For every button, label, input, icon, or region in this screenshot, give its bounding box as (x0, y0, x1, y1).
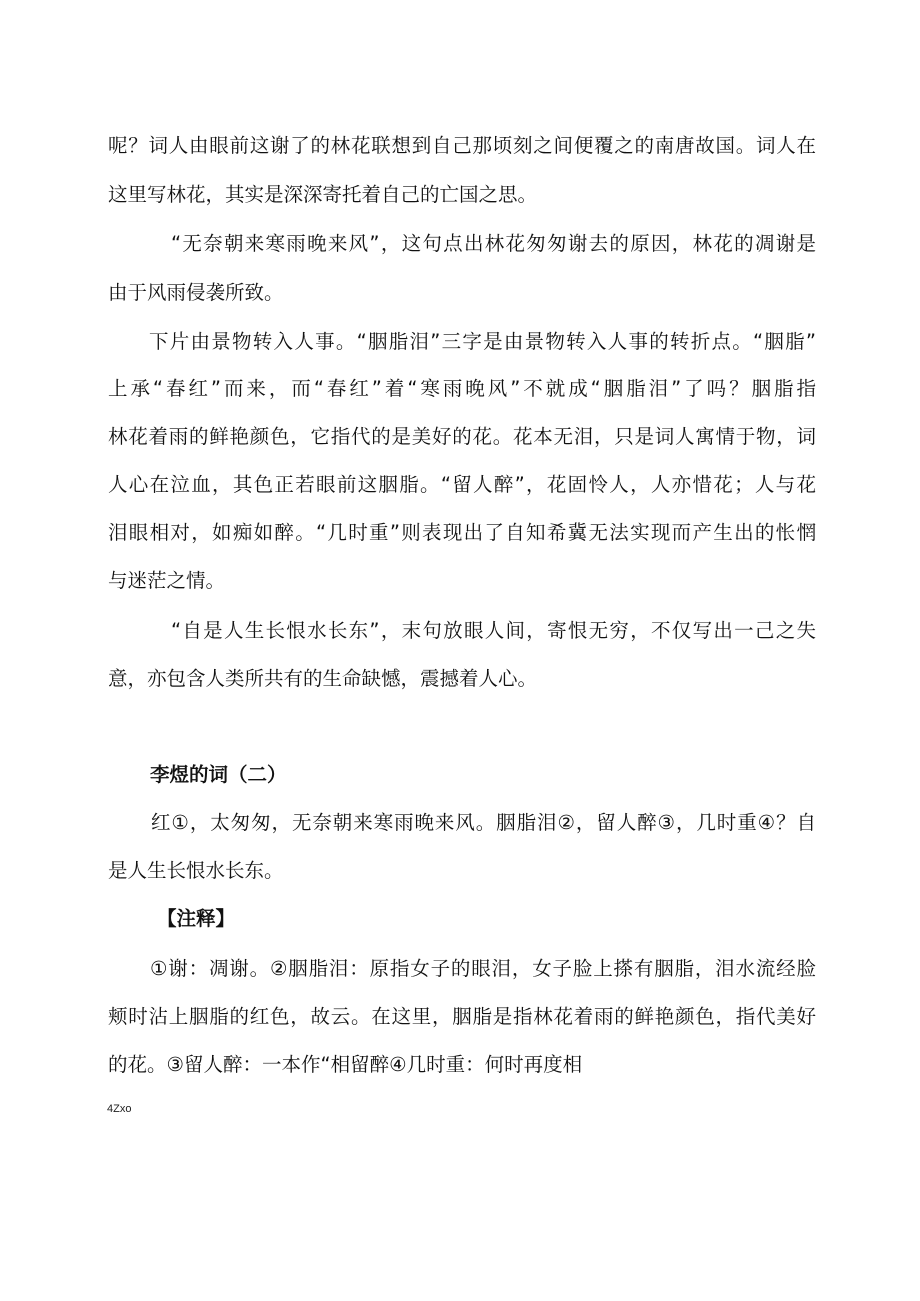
notes-title: 【注释】 (157, 907, 236, 930)
paragraph-2-line-1: “无奈朝来寒雨晚来风”，这句点出林花匆匆谢去的原因，林花的凋谢是 (171, 232, 816, 255)
poem-line-2: 是人生长恨水长东。 (108, 859, 284, 882)
paragraph-3-line-1: 下片由景物转入人事。“胭脂泪”三字是由景物转入人事的转折点。“胭脂” (149, 330, 816, 353)
footer-mark: 4Zxo (107, 1103, 132, 1115)
notes-line-1: ①谢：凋谢。②胭脂泪：原指女子的眼泪，女子脸上搽有胭脂，泪水流经脸 (150, 957, 816, 980)
paragraph-3-line-2: 上承“春红”而来，而“春红”着“寒雨晚风”不就成“胭脂泪”了吗？胭脂指 (108, 377, 816, 400)
paragraph-1-line-2: 这里写林花，其实是深深寄托着自己的亡国之思。 (108, 183, 538, 206)
paragraph-3-line-3: 林花着雨的鲜艳颜色，它指代的是美好的花。花本无泪，只是词人寓情于物，词 (108, 425, 816, 448)
poem-line-1: 红①，太匆匆，无奈朝来寒雨晚来风。胭脂泪②，留人醉③，几时重④？自 (151, 811, 816, 834)
notes-line-3: 的花。③留人醉：一本作“相留醉④几时重：何时再度相 (108, 1053, 583, 1076)
paragraph-2-line-2: 由于风雨侵袭所致。 (108, 281, 284, 304)
section-title: 李煜的词（二） (150, 763, 287, 786)
paragraph-4-line-2: 意，亦包含人类所共有的生命缺憾，震撼着人心。 (108, 667, 538, 690)
paragraph-3-line-4: 人心在泣血，其色正若眼前这胭脂。“留人醉”，花固怜人，人亦惜花；人与花 (108, 473, 816, 496)
paragraph-3-line-5: 泪眼相对，如痴如醉。“几时重”则表现出了自知希冀无法实现而产生出的怅惘 (108, 521, 816, 544)
paragraph-1-line-1: 呢？词人由眼前这谢了的林花联想到自己那顷刻之间便覆之的南唐故国。词人在 (108, 134, 816, 157)
paragraph-4-line-1: “自是人生长恨水长东”，末句放眼人间，寄恨无穷，不仅写出一己之失 (171, 619, 816, 642)
paragraph-3-line-6: 与迷茫之情。 (108, 569, 226, 592)
notes-line-2: 颊时沾上胭脂的红色，故云。在这里，胭脂是指林花着雨的鲜艳颜色，指代美好 (108, 1005, 816, 1028)
